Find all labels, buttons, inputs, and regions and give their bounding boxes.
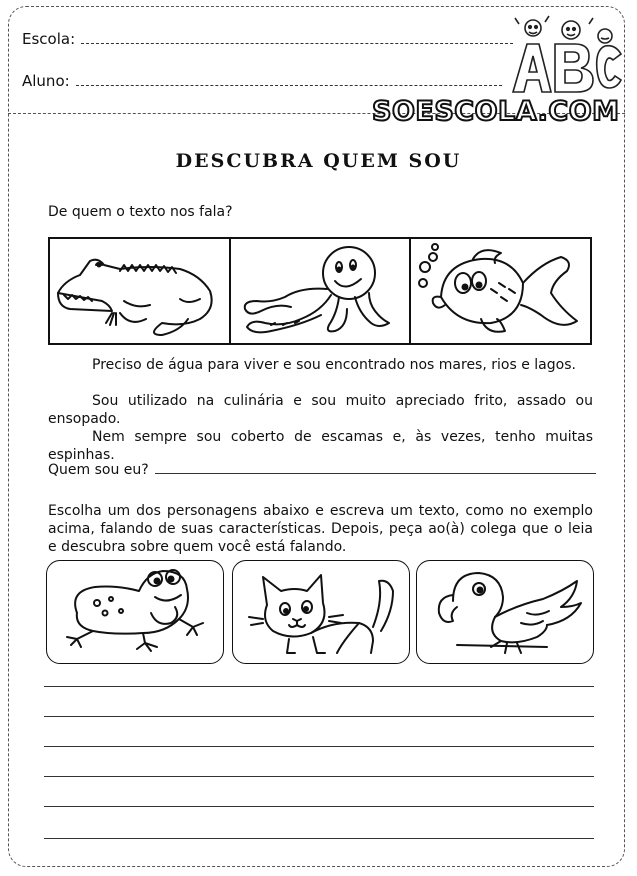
abc-letters-logo	[505, 14, 623, 96]
image-row-2	[46, 560, 594, 664]
answer-label: Quem sou eu?	[48, 462, 149, 478]
fish-icon	[411, 237, 592, 345]
writing-line[interactable]	[44, 716, 594, 717]
writing-line[interactable]	[44, 776, 594, 777]
student-input-line[interactable]	[76, 84, 502, 86]
page-title: DESCUBRA QUEM SOU	[175, 150, 462, 172]
riddle-paragraph-3: Nem sempre sou coberto de escamas e, às vezes, tenho muitas espinhas.	[48, 429, 593, 463]
parrot-icon	[416, 560, 594, 664]
school-label: Escola:	[22, 30, 76, 48]
octopus-icon	[231, 237, 412, 345]
answer-input-line[interactable]	[155, 473, 596, 474]
school-input-line[interactable]	[81, 42, 513, 44]
writing-line[interactable]	[44, 838, 594, 839]
frog-icon	[46, 560, 224, 664]
student-field	[22, 72, 502, 90]
riddle-paragraph-1: Preciso de água para viver e sou encontrado nos mares, rios e lagos.	[92, 357, 576, 373]
answer-field	[48, 462, 596, 478]
instruction-text: Escolha um dos personagens abaixo e escreva um texto, como no exemplo acima, falando de suas características. Depois, peça ao(à) colega que o leia e descubra sobre quem você está falando.	[48, 503, 593, 555]
writing-line[interactable]	[44, 746, 594, 747]
crocodile-icon	[48, 237, 231, 345]
student-label: Aluno:	[22, 72, 70, 90]
writing-line[interactable]	[44, 686, 594, 687]
site-logo[interactable]: SOESCOLA.COM	[372, 96, 620, 127]
writing-line[interactable]	[44, 806, 594, 807]
riddle-paragraph-2: Sou utilizado na culinária e sou muito apreciado frito, assado ou ensopado.	[48, 393, 593, 427]
image-row-1	[48, 237, 592, 345]
cat-icon	[232, 560, 410, 664]
school-field	[22, 30, 513, 48]
question-text: De quem o texto nos fala?	[48, 204, 233, 220]
